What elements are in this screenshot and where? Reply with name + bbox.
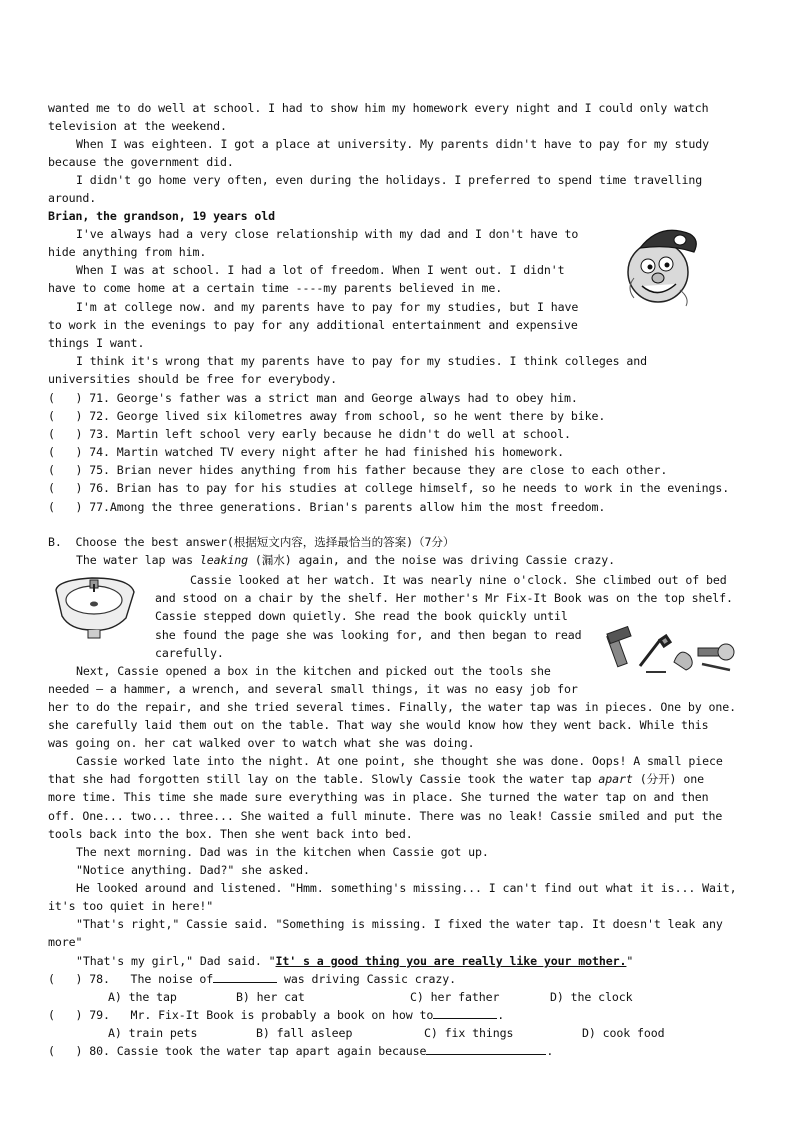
text-line: When I was eighteen. I got a place at university. My parents didn't have to pay for my study (76, 137, 709, 151)
text-line: Cassie worked late into the night. At one point, she thought she was done. Oops! A small piece (76, 754, 723, 768)
question-78 (48, 970, 456, 988)
text-line: hide anything from him. (48, 245, 207, 259)
text-line: needed — a hammer, a wrench, and several small things, it was no easy job for (48, 682, 578, 696)
text-line: Next, Cassie opened a box in the kitchen and picked out the tools she (76, 664, 551, 678)
question-77: ( ) 77.Among the three generations. Brian's parents allow him the most freedom. (48, 500, 606, 514)
text-line: her to do the repair, and she tried several times. Finally, the water tap was in pieces. One by one. (48, 700, 737, 714)
text-line: Cassie stepped down quietly. She read the book quickly until (155, 609, 568, 623)
option-b: B) her cat (236, 990, 305, 1004)
text-line: television at the weekend. (48, 119, 227, 133)
text-line: I think it's wrong that my parents have to pay for my studies. I think colleges and (76, 354, 648, 368)
question-78-stem: ( ) 78. The noise of (48, 972, 214, 986)
text-line (76, 551, 615, 569)
question-80-stem: ( ) 80. Cassie took the water tap apart again because (48, 1044, 427, 1058)
text-line: The next morning. Dad was in the kitchen when Cassie got up. (76, 845, 489, 859)
text-span: "That's my girl," Dad said. " (76, 954, 276, 968)
text-line: because the government did. (48, 155, 234, 169)
text-line: and stood on a chair by the shelf. Her mother's Mr Fix-It Book was on the top shelf. (155, 591, 733, 605)
question-76: ( ) 76. Brian has to pay for his studies at college himself, so he needs to work in the evenings. (48, 481, 730, 495)
text-line: off. One... two... three... She waited a full minute. There was no leak! Cassie smiled and put the (48, 809, 723, 823)
text-line: When I was at school. I had a lot of freedom. When I went out. I didn't (76, 263, 565, 277)
text-span: " (626, 954, 634, 968)
question-79-stem: ( ) 79. Mr. Fix-It Book is probably a book on how to (48, 1008, 434, 1022)
text-line: I've always had a very close relationship with my dad and I don't have to (76, 227, 579, 241)
question-78-tail: was driving Cassic crazy. (277, 972, 457, 986)
text-line: universities should be free for everybody. (48, 372, 337, 386)
text-line: things I want. (48, 336, 145, 350)
text-span: The water lap was (76, 553, 200, 567)
question-73: ( ) 73. Martin left school very early because he didn't do well at school. (48, 427, 571, 441)
question-72: ( ) 72. George lived six kilometres away from school, so he went there by bike. (48, 409, 606, 423)
text-span: (分开) one (632, 772, 704, 786)
text-line (76, 952, 633, 970)
section-b-heading: B. Choose the best answer(根据短文内容，选择最恰当的答案)（7分） (48, 535, 455, 549)
text-line: "Notice anything. Dad?" she asked. (76, 863, 310, 877)
text-line: to work in the evenings to pay for any additional entertainment and expensive (48, 318, 578, 332)
tools-illustration (606, 626, 740, 678)
text-line: "That's right," Cassie said. "Something is missing. I fixed the water tap. It doesn't leak any (76, 917, 723, 931)
option-c: C) her father (410, 990, 500, 1004)
answer-blank (426, 1042, 546, 1055)
text-line: I'm at college now. and my parents have to pay for my studies, but I have (76, 300, 579, 314)
text-line (48, 770, 704, 788)
apart-word: apart (598, 772, 633, 786)
cartoon-face-illustration (620, 218, 704, 310)
text-line: I didn't go home very often, even during the holidays. I preferred to spend time travelling (76, 173, 703, 187)
brian-heading: Brian, the grandson, 19 years old (48, 209, 276, 223)
question-75: ( ) 75. Brian never hides anything from his father because they are close to each other. (48, 463, 668, 477)
sink-illustration (52, 574, 138, 640)
text-line: tools back into the box. Then she went back into bed. (48, 827, 413, 841)
text-line: she found the page she was looking for, and then began to read (155, 628, 582, 642)
text-line: was going on. her cat walked over to watch what she was doing. (48, 736, 475, 750)
text-line: Cassie looked at her watch. It was nearly nine o'clock. She climbed out of bed (190, 573, 727, 587)
question-74: ( ) 74. Martin watched TV every night after he had finished his homework. (48, 445, 565, 459)
text-line: wanted me to do well at school. I had to show him my homework every night and I could only watch (48, 101, 709, 115)
option-c: C) fix things (424, 1026, 514, 1040)
text-line: have to come home at a certain time ----my parents believed in me. (48, 281, 503, 295)
option-a: A) train pets (108, 1026, 198, 1040)
text-line: more time. This time she made sure everything was in place. She turned the water tap on and then (48, 790, 709, 804)
text-line: more" (48, 935, 83, 949)
question-79 (48, 1006, 504, 1024)
text-line: she carefully laid them out on the table. That way she would know how they went back. While this (48, 718, 709, 732)
question-71: ( ) 71. George's father was a strict man and George always had to obey him. (48, 391, 578, 405)
text-line: carefully. (155, 646, 224, 660)
text-span: that she had forgotten still lay on the table. Slowly Cassie took the water tap (48, 772, 599, 786)
question-80-tail: . (546, 1044, 554, 1058)
option-d: D) the clock (550, 990, 633, 1004)
option-b: B) fall asleep (256, 1026, 353, 1040)
question-80 (48, 1042, 553, 1060)
option-a: A) the tap (108, 990, 177, 1004)
answer-blank (433, 1006, 497, 1019)
underlined-sentence: It' s a good thing you are really like your mother. (275, 954, 627, 968)
text-line: it's too quiet in here!" (48, 899, 214, 913)
question-79-tail: . (497, 1008, 505, 1022)
text-span: (漏水) again, and the noise was driving Cassie crazy. (248, 553, 616, 567)
text-line: He looked around and listened. "Hmm. something's missing... I can't find out what it is... Wait, (76, 881, 737, 895)
text-line: around. (48, 191, 97, 205)
option-d: D) cook food (582, 1026, 665, 1040)
leaking-word: leaking (199, 553, 249, 567)
answer-blank (213, 970, 277, 983)
